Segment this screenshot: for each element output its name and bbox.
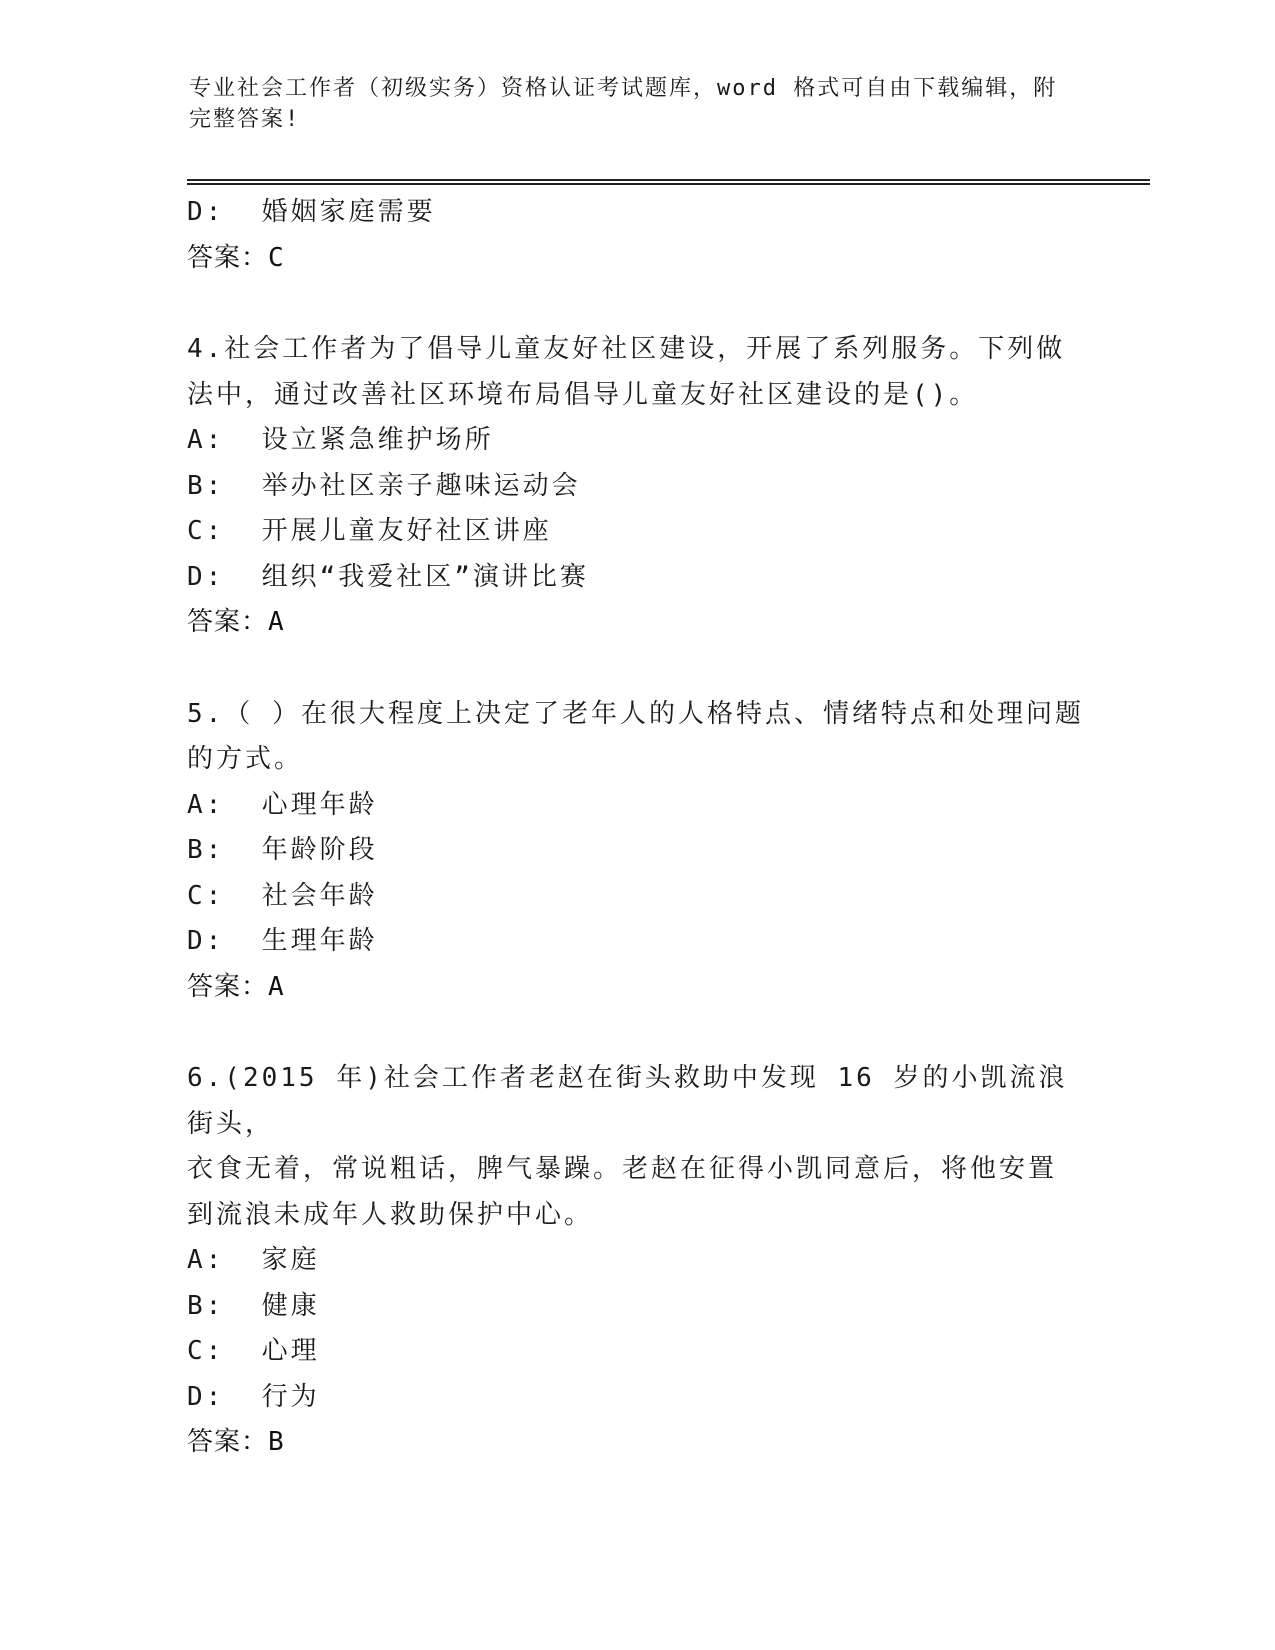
header-line-2: 完整答案! xyxy=(189,107,301,132)
document-body xyxy=(187,190,1087,1466)
answer-line: 答案：A xyxy=(187,971,285,1002)
option-b: B: 健康 xyxy=(187,1290,320,1321)
option-b: B: 举办社区亲子趣味运动会 xyxy=(187,470,581,501)
question-text-line: 衣食无着，常说粗话，脾气暴躁。老赵在征得小凯同意后，将他安置 xyxy=(187,1154,1058,1184)
question-text-line: 到流浪未成年人救助保护中心。 xyxy=(187,1199,594,1230)
option-a: A: 设立紧急维护场所 xyxy=(187,425,494,455)
question-text-line: 的方式。 xyxy=(187,744,304,774)
previous-question-tail xyxy=(187,190,1087,281)
spacer xyxy=(187,281,1087,327)
question-6 xyxy=(187,1056,1087,1466)
question-text-line: 5.（ ）在很大程度上决定了老年人的人格特点、情绪特点和处理问题 xyxy=(187,698,1084,729)
question-5 xyxy=(187,692,1087,1011)
answer-line: 答案：C xyxy=(187,242,285,273)
spacer xyxy=(187,1010,1087,1056)
answer-line: 答案：A xyxy=(187,607,285,637)
option-d: D: 组织“我爱社区”演讲比赛 xyxy=(187,561,589,592)
header-divider-top xyxy=(187,179,1150,181)
option-c: C: 开展儿童友好社区讲座 xyxy=(187,516,552,546)
question-4 xyxy=(187,327,1087,646)
option-c: C: 社会年龄 xyxy=(187,880,378,911)
option-a: A: 心理年龄 xyxy=(187,789,378,820)
header-line-1: 专业社会工作者（初级实务）资格认证考试题库，word 格式可自由下载编辑，附 xyxy=(189,76,1058,101)
option-b: B: 年龄阶段 xyxy=(187,835,378,865)
question-text-line: 4.社会工作者为了倡导儿童友好社区建设，开展了系列服务。下列做 xyxy=(187,334,1066,364)
option-d: D: 婚姻家庭需要 xyxy=(187,197,436,227)
option-d: D: 生理年龄 xyxy=(187,926,378,956)
option-c: C: 心理 xyxy=(187,1336,320,1366)
question-text-line: 法中，通过改善社区环境布局倡导儿童友好社区建设的是()。 xyxy=(187,379,979,410)
option-d: D: 行为 xyxy=(187,1381,320,1412)
spacer xyxy=(187,646,1087,692)
page-header xyxy=(189,73,1089,135)
header-divider-bottom xyxy=(187,183,1150,185)
question-text-line: 6.(2015 年)社会工作者老赵在街头救助中发现 16 岁的小凯流浪街头， xyxy=(187,1063,1068,1139)
option-a: A: 家庭 xyxy=(187,1245,320,1275)
answer-line: 答案：B xyxy=(187,1427,285,1457)
